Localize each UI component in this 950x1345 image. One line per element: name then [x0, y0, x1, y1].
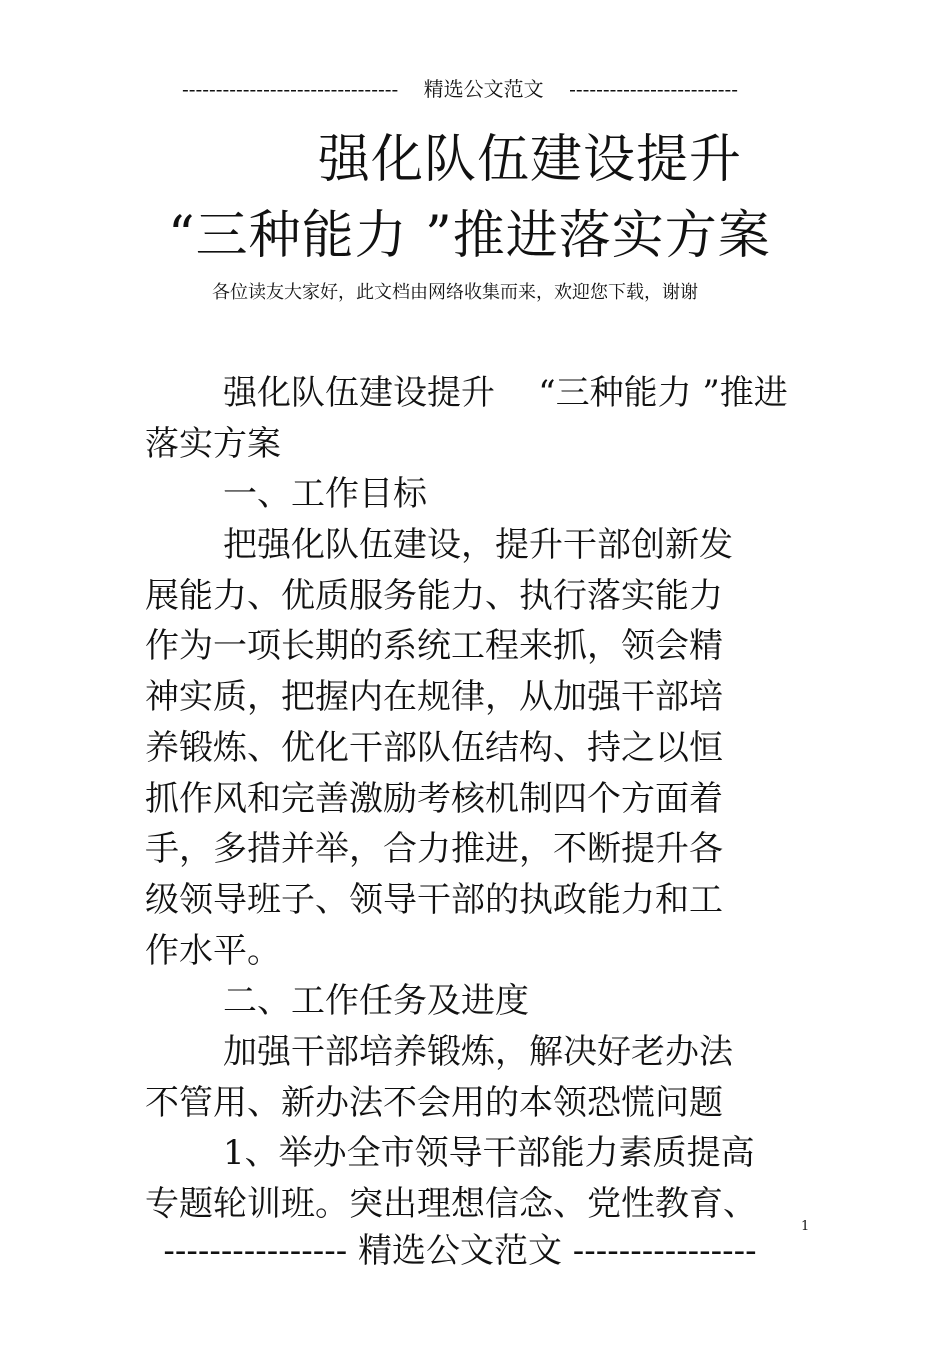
document-subtitle: 各位读友大家好，此文档由网络收集而来，欢迎您下载，谢谢: [212, 282, 698, 303]
page-footer: ---------------- 精选公文范文 ----------------: [163, 1231, 757, 1271]
body-line: 展能力、优质服务能力、执行落实能力: [145, 575, 723, 616]
body-line: 作为一项长期的系统工程来抓，领会精: [145, 626, 723, 667]
body-line: 1、举办全市领导干部能力素质提高: [223, 1133, 755, 1174]
body-line: 神实质，把握内在规律，从加强干部培: [145, 677, 723, 718]
body-line: 级领导班子、领导干部的执政能力和工: [145, 879, 723, 920]
body-line: 不管用、新办法不会用的本领恐慌问题: [145, 1082, 723, 1123]
document-title-line-2: “三种能力 ”推进落实方案: [168, 206, 771, 266]
page-header: -------------------------------- 精选公文范文 -------------------------: [181, 77, 739, 101]
body-line: 作水平。: [145, 930, 281, 971]
document-body: [145, 368, 825, 1230]
section-heading: 二、工作任务及进度: [223, 981, 529, 1022]
document-title-line-1: 强化队伍建设提升: [318, 130, 743, 190]
body-line: 强化队伍建设提升 “三种能力 ”推进: [223, 373, 788, 413]
body-line: 加强干部培养锻炼，解决好老办法: [223, 1031, 733, 1072]
section-heading: 一、工作目标: [223, 474, 427, 515]
body-line: 抓作风和完善激励考核机制四个方面着: [145, 778, 723, 819]
body-line: 专题轮训班。突出理想信念、党性教育、: [145, 1184, 757, 1224]
page-number: 1: [801, 1219, 810, 1234]
body-line: 把强化队伍建设，提升干部创新发: [223, 525, 733, 566]
body-line: 养锻炼、优化干部队伍结构、持之以恒: [145, 727, 723, 768]
body-line: 手，多措并举，合力推进，不断提升各: [145, 829, 723, 870]
body-line: 落实方案: [145, 423, 281, 464]
